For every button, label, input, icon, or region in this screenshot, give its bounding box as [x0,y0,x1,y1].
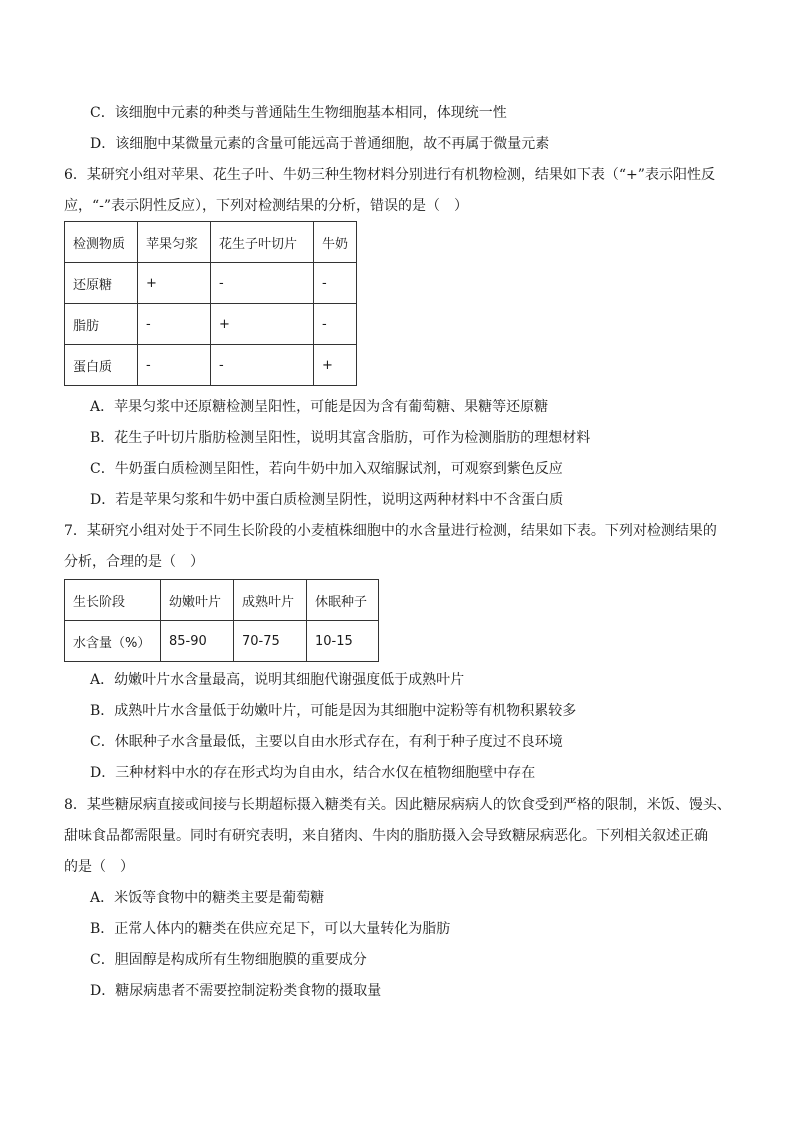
table-header-row [65,580,379,621]
q8-stem-line3: 的是（ ） [64,859,134,875]
q6-option-d: D．若是苹果匀浆和牛奶中蛋白质检测呈阴性，说明这两种材料中不含蛋白质 [90,492,564,508]
q6-stem-line2: 应，“-”表示阴性反应），下列对检测结果的分析，错误的是（ ） [64,198,469,214]
q7-option-a: A．幼嫩叶片水含量最高，说明其细胞代谢强度低于成熟叶片 [90,672,465,688]
q7-water-table [64,579,379,662]
table-header-cell: 苹果匀浆 [138,222,211,263]
table-cell: 70-75 [234,621,307,662]
table-header-cell: 生长阶段 [65,580,161,621]
table-cell: - [211,345,314,386]
q6-option-b: B．花生子叶切片脂肪检测呈阳性，说明其富含脂肪，可作为检测脂肪的理想材料 [90,430,591,446]
table-cell: - [138,304,211,345]
table-header-cell: 检测物质 [65,222,138,263]
q6-option-a: A．苹果匀浆中还原糖检测呈阳性，可能是因为含有葡萄糖、果糖等还原糖 [90,399,549,415]
table-cell: 还原糖 [65,263,138,304]
table-cell: + [138,263,211,304]
q8-stem-line2: 甜味食品都需限量。同时有研究表明，来自猪肉、牛肉的脂肪摄入会导致糖尿病恶化。下列相关叙述正确 [64,828,708,844]
q5-option-d: D．该细胞中某微量元素的含量可能远高于普通细胞，故不再属于微量元素 [90,136,550,152]
table-cell: 脂肪 [65,304,138,345]
table-cell: - [211,263,314,304]
q7-option-c: C．休眠种子水含量最低，主要以自由水形式存在，有利于种子度过不良环境 [90,734,563,750]
table-header-cell: 成熟叶片 [234,580,307,621]
table-cell: 水含量（%） [65,621,161,662]
q8-stem-line1: 8．某些糖尿病直接或间接与长期超标摄入糖类有关。因此糖尿病病人的饮食受到严格的限制，米饭、馒头、 [64,797,731,813]
q6-stem-line1: 6．某研究小组对苹果、花生子叶、牛奶三种生物材料分别进行有机物检测，结果如下表（“+”表示阳性反 [64,167,715,183]
q7-option-d: D．三种材料中水的存在形式均为自由水，结合水仅在植物细胞壁中存在 [90,765,536,781]
q8-option-d: D．糖尿病患者不需要控制淀粉类食物的摄取量 [90,983,382,999]
q8-option-b: B．正常人体内的糖类在供应充足下，可以大量转化为脂肪 [90,921,451,937]
table-header-cell: 休眠种子 [307,580,379,621]
q8-option-c: C．胆固醇是构成所有生物细胞膜的重要成分 [90,952,367,968]
table-header-cell: 幼嫩叶片 [161,580,234,621]
table-row [65,263,357,304]
table-cell: + [211,304,314,345]
table-row [65,621,379,662]
table-cell: + [314,345,357,386]
table-cell: - [314,304,357,345]
q6-option-c: C．牛奶蛋白质检测呈阳性，若向牛奶中加入双缩脲试剂，可观察到紫色反应 [90,461,563,477]
table-cell: 10-15 [307,621,379,662]
table-header-cell: 花生子叶切片 [211,222,314,263]
table-header-cell: 牛奶 [314,222,357,263]
table-cell: - [314,263,357,304]
q5-option-c: C．该细胞中元素的种类与普通陆生生物细胞基本相同，体现统一性 [90,105,507,121]
q7-stem-line1: 7．某研究小组对处于不同生长阶段的小麦植株细胞中的水含量进行检测，结果如下表。下列对检测结果的 [64,523,717,539]
table-row [65,304,357,345]
table-row [65,345,357,386]
q7-option-b: B．成熟叶片水含量低于幼嫩叶片，可能是因为其细胞中淀粉等有机物积累较多 [90,703,577,719]
table-cell: 蛋白质 [65,345,138,386]
q7-stem-line2: 分析，合理的是（ ） [64,554,204,570]
table-header-row [65,222,357,263]
q8-option-a: A．米饭等食物中的糖类主要是葡萄糖 [90,890,325,906]
table-cell: 85-90 [161,621,234,662]
q6-result-table [64,221,357,386]
table-cell: - [138,345,211,386]
